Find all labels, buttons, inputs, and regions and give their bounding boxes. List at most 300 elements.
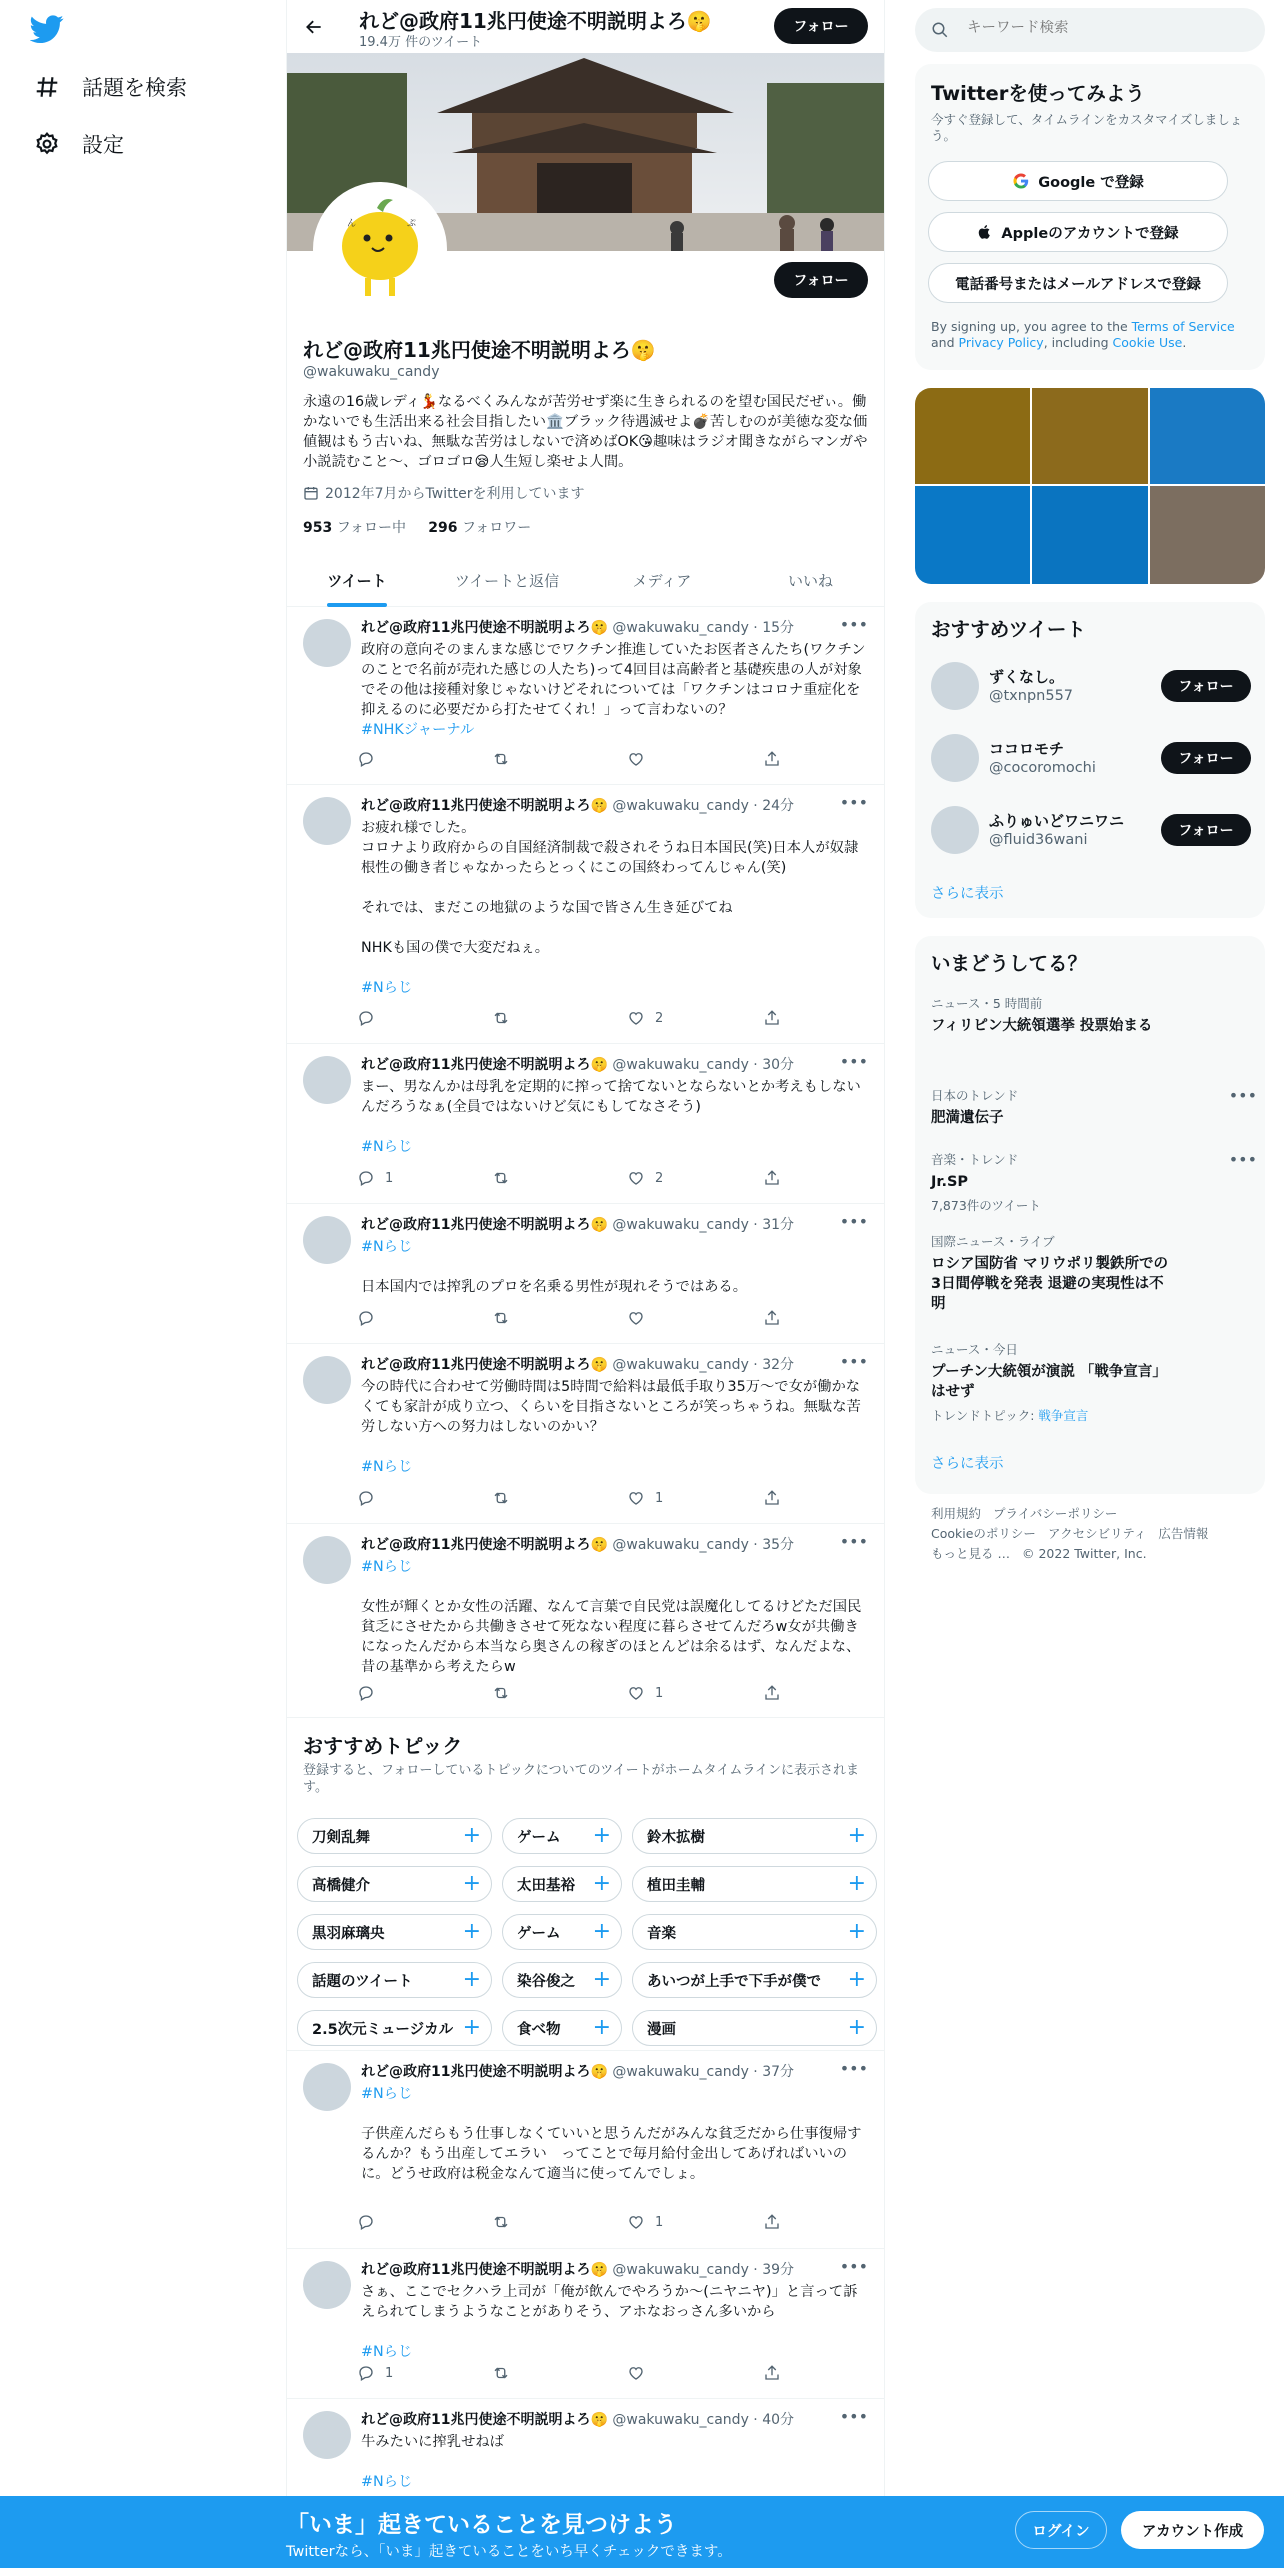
- tweet-like-button[interactable]: [627, 1489, 663, 1507]
- reply-icon: [357, 1309, 375, 1327]
- media-thumb[interactable]: [915, 388, 1030, 484]
- avatar[interactable]: [931, 662, 979, 710]
- trend-sub: トレンドトピック: 戦争宣言: [931, 1408, 1089, 1423]
- tweet-time[interactable]: 32分: [762, 1357, 795, 1373]
- plus-icon[interactable]: +: [592, 1919, 611, 1944]
- tweet-time[interactable]: 15分: [762, 620, 795, 636]
- back-button[interactable]: [297, 10, 331, 44]
- signup-terms: By signing up, you agree to the Terms of Service and Privacy Policy, including Cookie Use.: [931, 319, 1235, 350]
- tweet-hashtag[interactable]: #Nらじ: [361, 2344, 413, 2360]
- share-icon: [763, 1489, 781, 1507]
- follow-button[interactable]: フォロー: [1161, 742, 1251, 774]
- plus-icon[interactable]: +: [462, 2015, 481, 2040]
- tweet-share-button[interactable]: [763, 1684, 781, 1702]
- tab-tweets[interactable]: ツイート: [327, 572, 387, 590]
- tweet-retweet-button[interactable]: [492, 1309, 520, 1327]
- topic-chip[interactable]: [632, 1962, 877, 1998]
- tweet-author-name[interactable]: れど@政府11兆円使途不明説明よろ🤫: [361, 2412, 608, 2428]
- plus-icon[interactable]: +: [592, 1967, 611, 1992]
- tweet-author-name[interactable]: れど@政府11兆円使途不明説明よろ🤫: [361, 1357, 608, 1373]
- trend-sub: 7,873件のツイート: [931, 1198, 1041, 1213]
- tweet-reply-button[interactable]: [357, 1309, 385, 1327]
- topic-chip[interactable]: [297, 1818, 492, 1854]
- topic-chip[interactable]: [297, 1962, 492, 1998]
- tweet-like-button[interactable]: [627, 2213, 663, 2231]
- tweet-author-handle[interactable]: @wakuwaku_candy: [612, 2262, 749, 2278]
- hashtag-icon: [34, 74, 60, 100]
- media-thumb[interactable]: [1150, 388, 1265, 484]
- main-column: [286, 0, 885, 2568]
- retweet-icon: [492, 2213, 510, 2231]
- more-options-icon[interactable]: •••: [839, 2257, 868, 2276]
- tweet-avatar[interactable]: [303, 1056, 351, 1104]
- retweet-icon: [492, 1489, 510, 1507]
- heart-icon: [627, 1489, 645, 1507]
- heart-icon: [627, 1009, 645, 1027]
- footer-link[interactable]: Cookieのポリシー: [931, 1526, 1036, 1541]
- search-box[interactable]: [915, 8, 1265, 52]
- trend-item[interactable]: [931, 1086, 1257, 1128]
- reply-icon: [357, 750, 375, 768]
- tweet-author-name[interactable]: れど@政府11兆円使途不明説明よろ🤫: [361, 2262, 608, 2278]
- tweet[interactable]: [287, 1524, 884, 1718]
- svg-text:ん: ん: [347, 219, 357, 229]
- nav-explore[interactable]: [34, 63, 187, 111]
- tweet-author-handle[interactable]: @wakuwaku_candy: [612, 620, 749, 636]
- bottom-subtext: Twitterなら、「いま」起きていることをいち早くチェックできます。: [286, 2544, 732, 2560]
- topic-chip[interactable]: [502, 2010, 622, 2046]
- create-account-button[interactable]: アカウント作成: [1121, 2511, 1264, 2549]
- topic-chip-label: 音楽: [647, 1925, 676, 1942]
- trend-meta: 日本のトレンド: [931, 1088, 1019, 1103]
- follow-button[interactable]: フォロー: [1161, 814, 1251, 846]
- tweet-like-count: 2: [655, 1010, 664, 1026]
- media-thumb[interactable]: [1032, 486, 1148, 584]
- footer-link[interactable]: アクセシビリティ: [1047, 1526, 1147, 1541]
- tweet-author-handle[interactable]: @wakuwaku_candy: [612, 2064, 749, 2080]
- topic-chip[interactable]: [632, 1866, 877, 1902]
- topics-subtitle: 登録すると、フォローしているトピックについてのツイートがホームタイムラインに表示されます。: [303, 1763, 860, 1795]
- tweet-like-button[interactable]: [627, 750, 655, 768]
- tweet-author-handle[interactable]: @wakuwaku_candy: [612, 1217, 749, 1233]
- bottom-headline: 「いま」起きていることを見つけよう: [286, 2512, 677, 2538]
- user-name[interactable]: ココロモチ: [989, 740, 1065, 758]
- media-thumb[interactable]: [915, 486, 1030, 584]
- tweet-body: [361, 1077, 871, 1157]
- tweet-body: [361, 818, 871, 998]
- tweet-reply-button[interactable]: [357, 1684, 385, 1702]
- topic-chip[interactable]: [502, 1914, 622, 1950]
- nav-settings[interactable]: [34, 120, 124, 168]
- tweet-time[interactable]: 39分: [762, 2262, 795, 2278]
- tweet-avatar[interactable]: [303, 1216, 351, 1264]
- tweet-author-handle[interactable]: @wakuwaku_candy: [612, 1357, 749, 1373]
- tweet-like-button[interactable]: [627, 1009, 663, 1027]
- tweet-text: 牛みたいに搾乳せねば: [361, 2434, 504, 2450]
- tweet-share-button[interactable]: [763, 750, 781, 768]
- topics-title: おすすめトピック: [303, 1734, 463, 1758]
- more-options-icon[interactable]: •••: [1228, 1086, 1257, 1105]
- tweet[interactable]: [287, 785, 884, 1044]
- tweet-text: 政府の意向そのまんまな感じでワクチン推進していたお医者さんたち(ワクチンのことで名前が売れた感じの人たち)って4回目は高齢者と基礎疾患の人が対象でその他は接種対象じゃないけどそれについては「ワクチンはコロナ重症化を抑えるのに必要だから打たせてくれ！」って言わないの？: [361, 642, 866, 718]
- cookie-link[interactable]: Cookie Use: [1112, 335, 1183, 350]
- topic-chip[interactable]: [502, 1818, 622, 1854]
- svg-text:ぷ: ぷ: [407, 219, 417, 229]
- tweet-avatar[interactable]: [303, 1356, 351, 1404]
- topic-chip[interactable]: [632, 1818, 877, 1854]
- recommended-more-link[interactable]: さらに表示: [931, 886, 1004, 902]
- trends-card: [915, 936, 1265, 1494]
- topic-chip[interactable]: [297, 2010, 492, 2046]
- reply-icon: [357, 2364, 375, 2382]
- topic-chip-label: ゲーム: [517, 1925, 561, 1942]
- tweet-reply-button[interactable]: [357, 1489, 385, 1507]
- tweet-avatar[interactable]: [303, 2063, 351, 2111]
- share-icon: [763, 1684, 781, 1702]
- tweet-like-button[interactable]: [627, 1309, 655, 1327]
- plus-icon[interactable]: +: [847, 1967, 866, 1992]
- topic-chip-label: 染谷俊之: [517, 1973, 575, 1990]
- profile-handle: @wakuwaku_candy: [303, 364, 440, 380]
- tweet-share-button[interactable]: [763, 1489, 781, 1507]
- topic-chip[interactable]: [297, 1866, 492, 1902]
- tweet[interactable]: [287, 2399, 884, 2509]
- trend-meta: 国際ニュース・ライブ: [931, 1234, 1055, 1249]
- tweet[interactable]: [287, 1204, 884, 1344]
- calendar-icon: [303, 485, 319, 501]
- tweet-retweet-button[interactable]: [492, 2213, 520, 2231]
- tweet-avatar[interactable]: [303, 1536, 351, 1584]
- tweet-hashtag[interactable]: #Nらじ: [361, 2474, 413, 2490]
- signup-title: Twitterを使ってみよう: [931, 82, 1145, 105]
- recommended-user[interactable]: [931, 800, 1251, 860]
- tweet-hashtag[interactable]: #Nらじ: [361, 980, 413, 996]
- top-header: [287, 0, 884, 53]
- heart-icon: [627, 750, 645, 768]
- share-icon: [763, 2213, 781, 2231]
- tweet-reply-button[interactable]: [357, 2364, 393, 2382]
- profile-tabs: [287, 554, 884, 607]
- more-options-icon[interactable]: •••: [839, 793, 868, 812]
- profile-name: れど@政府11兆円使途不明説明よろ🤫: [303, 338, 656, 362]
- tweet-retweet-button[interactable]: [492, 1684, 520, 1702]
- heart-icon: [627, 1309, 645, 1327]
- tweet-hashtag[interactable]: #Nらじ: [361, 1139, 413, 1155]
- tweet-header: れど@政府11兆円使途不明説明よろ🤫 @wakuwaku_candy · 15分: [361, 620, 795, 636]
- twitter-logo-icon[interactable]: [30, 12, 64, 46]
- reply-icon: [357, 1009, 375, 1027]
- tab-likes[interactable]: いいね: [787, 572, 833, 590]
- tweet-text: 今の時代に合わせて労働時間は5時間で給料は最低手取り35万～で女が働かなくても家計が成り立つ、くらいを目指さないところが笑っちゃうね。無駄な苦労しない方への努力はしないのかい？: [361, 1379, 861, 1435]
- topic-chip-label: 2.5次元ミュージカル: [312, 2021, 454, 2038]
- tweet-avatar[interactable]: [303, 2411, 351, 2459]
- tweet-author-handle[interactable]: @wakuwaku_candy: [612, 798, 749, 814]
- tweet-retweet-button[interactable]: [492, 1169, 520, 1187]
- plus-icon[interactable]: +: [847, 2015, 866, 2040]
- plus-icon[interactable]: +: [592, 2015, 611, 2040]
- tweet-header: れど@政府11兆円使途不明説明よろ🤫 @wakuwaku_candy · 24分: [361, 798, 795, 814]
- tweet-share-button[interactable]: [763, 1169, 781, 1187]
- terms-link[interactable]: Terms of Service: [1131, 319, 1235, 334]
- topic-chip-label: 植田圭輔: [647, 1877, 705, 1894]
- followers-link[interactable]: 296 フォロワー: [428, 520, 532, 536]
- tweet-retweet-button[interactable]: [492, 750, 520, 768]
- recommended-user[interactable]: [931, 728, 1251, 788]
- more-options-icon[interactable]: •••: [1228, 1150, 1257, 1169]
- tweet-text: 子供産んだらもう仕事しなくていいと思うんだがみんな貧乏だから仕事復帰するんか？もう出産してエラい ってことで毎月給付金出してあげればいいのに。どうせ政府は税金なんて適当に使ってんでしょ。: [361, 2126, 862, 2182]
- tweet-body: [361, 2432, 871, 2492]
- tweet[interactable]: [287, 2051, 884, 2249]
- tweet-like-count: 1: [655, 1685, 664, 1701]
- topic-chip[interactable]: [502, 1962, 622, 1998]
- tweet-hashtag[interactable]: #Nらじ: [361, 1239, 413, 1255]
- topic-chip-label: 食べ物: [517, 2021, 561, 2038]
- trend-meta: ニュース・今日: [931, 1342, 1018, 1357]
- copyright: © 2022 Twitter, Inc.: [1021, 1546, 1147, 1561]
- tweet-reply-button[interactable]: [357, 1009, 385, 1027]
- heart-icon: [627, 2213, 645, 2231]
- tweet-reply-button[interactable]: [357, 2213, 385, 2231]
- retweet-icon: [492, 750, 510, 768]
- tweet-avatar[interactable]: [303, 619, 351, 667]
- retweet-icon: [492, 1169, 510, 1187]
- media-grid: [915, 388, 1265, 584]
- topic-chip-label: ゲーム: [517, 1829, 561, 1846]
- plus-icon[interactable]: +: [847, 1871, 866, 1896]
- google-signup-label: Google で登録: [1038, 174, 1144, 191]
- search-icon: [931, 21, 949, 39]
- tweet-like-button[interactable]: [627, 1684, 663, 1702]
- trend-item[interactable]: [931, 1150, 1257, 1214]
- tweet-like-count: 1: [655, 1490, 664, 1506]
- tweet-time[interactable]: 24分: [762, 798, 795, 814]
- tweet-author-handle[interactable]: @wakuwaku_candy: [612, 1057, 749, 1073]
- tweet-body: [361, 1557, 871, 1677]
- heart-icon: [627, 1684, 645, 1702]
- tweet-header: れど@政府11兆円使途不明説明よろ🤫 @wakuwaku_candy · 31分: [361, 1217, 795, 1233]
- reply-icon: [357, 1684, 375, 1702]
- tweet-reply-button[interactable]: [357, 750, 385, 768]
- signup-card: [915, 64, 1265, 370]
- phone-email-signup-button[interactable]: 電話番号またはメールアドレスで登録: [928, 263, 1228, 303]
- tweet-time[interactable]: 35分: [762, 1537, 795, 1553]
- plus-icon[interactable]: +: [462, 1871, 481, 1896]
- tweet[interactable]: [287, 1044, 884, 1204]
- plus-icon[interactable]: +: [462, 1967, 481, 1992]
- recommended-card: [915, 602, 1265, 918]
- trends-more-link[interactable]: さらに表示: [931, 1456, 1004, 1472]
- google-signup-button[interactable]: [928, 161, 1228, 201]
- plus-icon[interactable]: +: [592, 1823, 611, 1848]
- tweet-author-name[interactable]: れど@政府11兆円使途不明説明よろ🤫: [361, 1537, 608, 1553]
- trend-title: 肥満遺伝子: [931, 1110, 1004, 1126]
- tweet-like-count: 2: [655, 1170, 664, 1186]
- nav-settings-label: 設定: [82, 133, 124, 157]
- tweet-share-button[interactable]: [763, 1309, 781, 1327]
- reply-icon: [357, 1489, 375, 1507]
- avatar[interactable]: [931, 806, 979, 854]
- reply-icon: [357, 2213, 375, 2231]
- tweet-share-button[interactable]: [763, 1009, 781, 1027]
- topics-section: [287, 1718, 884, 2051]
- trend-topic-link[interactable]: 戦争宣言: [1038, 1408, 1089, 1423]
- tweet[interactable]: [287, 1344, 884, 1524]
- bottom-signup-bar: [0, 2496, 1284, 2568]
- more-options-icon[interactable]: •••: [839, 2059, 868, 2078]
- tweet-hashtag[interactable]: #Nらじ: [361, 2086, 413, 2102]
- tweet-body: [361, 1237, 871, 1297]
- retweet-icon: [492, 1009, 510, 1027]
- profile-follow-button[interactable]: フォロー: [774, 262, 868, 298]
- tweet-text: 日本国内では搾乳のプロを名乗る男性が現れそうではある。: [361, 1279, 748, 1295]
- tweet-header: れど@政府11兆円使途不明説明よろ🤫 @wakuwaku_candy · 39分: [361, 2262, 795, 2278]
- trend-title: プーチン大統領が演説 「戦争宣言」はせず: [931, 1364, 1167, 1400]
- apple-icon: [977, 223, 993, 241]
- tweet-retweet-button[interactable]: [492, 2364, 520, 2382]
- tweet-time[interactable]: 30分: [762, 1057, 795, 1073]
- topic-chip-label: 高橋健介: [312, 1877, 370, 1894]
- user-handle[interactable]: @cocoromochi: [989, 760, 1096, 776]
- tweet-header: れど@政府11兆円使途不明説明よろ🤫 @wakuwaku_candy · 35分: [361, 1537, 795, 1553]
- tweet[interactable]: [287, 607, 884, 785]
- plus-icon[interactable]: +: [847, 1823, 866, 1848]
- more-options-icon[interactable]: •••: [839, 1052, 868, 1071]
- tweet-like-button[interactable]: [627, 1169, 663, 1187]
- tweet-body: [361, 1377, 871, 1477]
- more-options-icon[interactable]: •••: [839, 615, 868, 634]
- tweet-header: れど@政府11兆円使途不明説明よろ🤫 @wakuwaku_candy · 37分: [361, 2064, 795, 2080]
- footer-link[interactable]: 広告情報: [1158, 1526, 1209, 1541]
- tweet-like-button[interactable]: [627, 2364, 655, 2382]
- user-handle[interactable]: @txnpn557: [989, 688, 1074, 704]
- header-tweet-count: 19.4万 件のツイート: [359, 35, 483, 50]
- plus-icon[interactable]: +: [462, 1823, 481, 1848]
- tweet-hashtag[interactable]: #NHKジャーナル: [361, 722, 475, 738]
- tweet-header: れど@政府11兆円使途不明説明よろ🤫 @wakuwaku_candy · 40分: [361, 2412, 795, 2428]
- footer-links: [931, 1504, 1251, 1564]
- tweet-text: 女性が輝くとか女性の活躍、なんて言葉で自民党は誤魔化してるけどただ国民貧乏にさせたから共働きさせて死なない程度に暮らさせてんだろw女が共働きになったんだから本当なら奥さんの稼ぎのほとんどは余るはず、なんだよな、昔の基準から考えたらw: [361, 1599, 862, 1675]
- profile-joined-text: 2012年7月からTwitterを利用しています: [325, 486, 585, 502]
- footer-link[interactable]: 利用規約: [931, 1506, 982, 1521]
- user-name[interactable]: ずくなし。: [989, 668, 1065, 686]
- header-follow-button[interactable]: フォロー: [774, 8, 868, 44]
- profile-bio: 永遠の16歳レディ💃なるべくみんなが苦労せず楽に生きられるのを望む国民だぜぃ。働かないでも生活出来る社会目指したい🏛️ブラック待遇滅せよ💣苦しむのが美徳な変な価値観はもう古いね、無駄な苦労はしないで済めばOK😘趣味はラジオ聞きながらマンガや小説読むこと～、ゴロゴロ😪人生短し楽せよ人間。: [303, 394, 868, 470]
- topic-chip[interactable]: [297, 1914, 492, 1950]
- tweet-hashtag[interactable]: #Nらじ: [361, 1459, 413, 1475]
- more-options-icon[interactable]: •••: [839, 1532, 868, 1551]
- plus-icon[interactable]: +: [847, 1919, 866, 1944]
- tweet-share-button[interactable]: [763, 2213, 781, 2231]
- media-thumb[interactable]: [1032, 388, 1148, 484]
- topic-chip[interactable]: [502, 1866, 622, 1902]
- trend-title: ロシア国防省 マリウポリ製鉄所での3日間停戦を発表 退避の実現性は不明: [931, 1256, 1169, 1312]
- more-options-icon[interactable]: •••: [839, 1212, 868, 1231]
- topic-chip-label: 刀剣乱舞: [312, 1829, 370, 1846]
- tweet-reply-count: 1: [385, 1170, 394, 1186]
- tweet-retweet-button[interactable]: [492, 1009, 520, 1027]
- more-options-icon[interactable]: •••: [839, 2407, 868, 2426]
- tweet-body: [361, 2084, 871, 2184]
- avatar[interactable]: [931, 734, 979, 782]
- footer-more-link[interactable]: もっと見る …: [931, 1546, 1010, 1561]
- tweet-author-name[interactable]: れど@政府11兆円使途不明説明よろ🤫: [361, 2064, 608, 2080]
- user-name[interactable]: ふりゅいどワニワニ: [989, 812, 1125, 830]
- footer-link[interactable]: プライバシーポリシー: [993, 1506, 1118, 1521]
- tweet-avatar[interactable]: [303, 797, 351, 845]
- search-input[interactable]: [967, 20, 1237, 36]
- more-options-icon[interactable]: •••: [839, 1352, 868, 1371]
- trend-item[interactable]: [931, 1340, 1251, 1424]
- tweet-author-name[interactable]: れど@政府11兆円使途不明説明よろ🤫: [361, 1057, 608, 1073]
- user-handle[interactable]: @fluid36wani: [989, 832, 1088, 848]
- arrow-left-icon: [304, 17, 324, 37]
- topic-chip-label: 鈴木拡樹: [647, 1829, 705, 1846]
- tweet-header: れど@政府11兆円使途不明説明よろ🤫 @wakuwaku_candy · 32分: [361, 1357, 795, 1373]
- login-button[interactable]: ログイン: [1015, 2511, 1107, 2549]
- tweet-share-button[interactable]: [763, 2364, 781, 2382]
- tweet-author-handle[interactable]: @wakuwaku_candy: [612, 1537, 749, 1553]
- tab-tweets-replies[interactable]: ツイートと返信: [454, 572, 560, 590]
- following-link[interactable]: 953 フォロー中: [303, 520, 406, 536]
- tweet-body: [361, 2282, 871, 2362]
- share-icon: [763, 1009, 781, 1027]
- retweet-icon: [492, 1309, 510, 1327]
- profile-avatar[interactable]: [313, 182, 447, 316]
- tweet-reply-button[interactable]: [357, 1169, 393, 1187]
- tweet-time[interactable]: 40分: [762, 2412, 795, 2428]
- tweet-author-name[interactable]: れど@政府11兆円使途不明説明よろ🤫: [361, 620, 608, 636]
- trend-item[interactable]: [931, 1232, 1251, 1314]
- media-thumb[interactable]: [1150, 486, 1265, 584]
- tweet-author-handle[interactable]: @wakuwaku_candy: [612, 2412, 749, 2428]
- tweet-avatar[interactable]: [303, 2261, 351, 2309]
- tweet-text: さぁ、ここでセクハラ上司が「俺が飲んでやろうか～(ニヤニヤ)」と言って訴えられてしまうようなことがありそう、アホなおっさん多いから: [361, 2284, 858, 2320]
- trends-title: いまどうしてる？: [931, 952, 1088, 975]
- tweet-text: お疲れ様でした。 コロナより政府からの自国経済制裁で殺されそうね日本国民(笑)日本人が奴隷根性の働き者じゃなかったらとっくにこの国終わってんじゃん(笑) それでは、まだこの地獄のような国で皆さん生き延びてね NHKも国の僕で大変だねぇ。: [361, 820, 859, 956]
- trend-item[interactable]: [931, 994, 1251, 1036]
- plus-icon[interactable]: +: [462, 1919, 481, 1944]
- recommended-user[interactable]: [931, 656, 1251, 716]
- share-icon: [763, 750, 781, 768]
- follow-button[interactable]: フォロー: [1161, 670, 1251, 702]
- tweet-body: [361, 640, 871, 740]
- tweet[interactable]: [287, 2249, 884, 2399]
- privacy-link[interactable]: Privacy Policy: [958, 335, 1044, 350]
- trend-meta: 音楽・トレンド: [931, 1152, 1019, 1167]
- heart-icon: [627, 2364, 645, 2382]
- left-nav: [0, 0, 286, 2568]
- tweet-time[interactable]: 31分: [762, 1217, 795, 1233]
- apple-signup-button[interactable]: [928, 212, 1228, 252]
- topic-chip[interactable]: [632, 2010, 877, 2046]
- signup-desc: 今すぐ登録して、タイムラインをカスタマイズしましょう。: [931, 112, 1243, 143]
- tweet-author-name[interactable]: れど@政府11兆円使途不明説明よろ🤫: [361, 798, 608, 814]
- share-icon: [763, 2364, 781, 2382]
- tweet-time[interactable]: 37分: [762, 2064, 795, 2080]
- topic-chip[interactable]: [632, 1914, 877, 1950]
- tweet-author-name[interactable]: れど@政府11兆円使途不明説明よろ🤫: [361, 1217, 608, 1233]
- plus-icon[interactable]: +: [592, 1871, 611, 1896]
- share-icon: [763, 1309, 781, 1327]
- share-icon: [763, 1169, 781, 1187]
- retweet-icon: [492, 1684, 510, 1702]
- topic-chip-label: 話題のツイート: [312, 1973, 413, 1990]
- tweet-hashtag[interactable]: #Nらじ: [361, 1559, 413, 1575]
- tab-media[interactable]: メディア: [632, 572, 692, 590]
- tweet-retweet-button[interactable]: [492, 1489, 520, 1507]
- reply-icon: [357, 1169, 375, 1187]
- topic-chip-label: 漫画: [647, 2021, 676, 2038]
